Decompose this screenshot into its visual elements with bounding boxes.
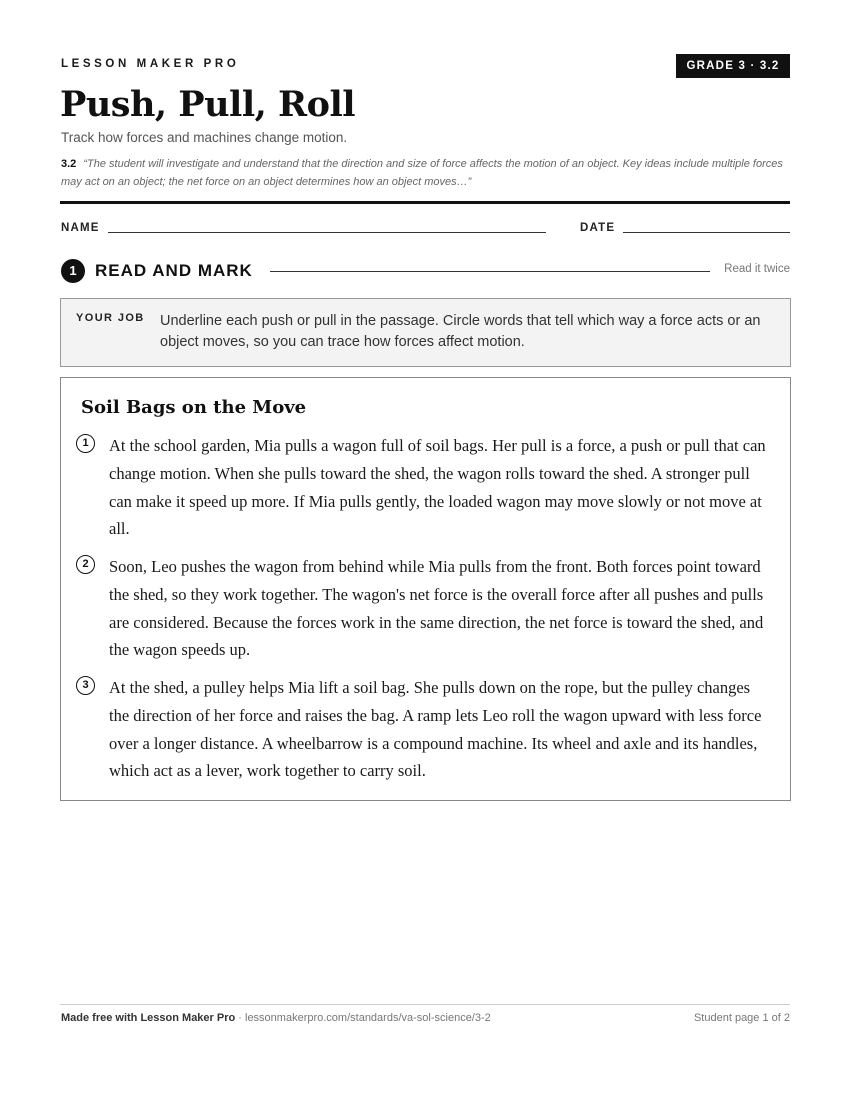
paragraph-2 xyxy=(76,553,776,663)
section-hint: Read it twice xyxy=(724,263,790,275)
footer-url[interactable]: · lessonmakerpro.com/standards/va-sol-science/3-2 xyxy=(235,1012,491,1024)
worksheet-subtitle: Track how forces and machines change motion. xyxy=(61,130,348,145)
standard-code: 3.2 xyxy=(61,158,77,170)
reading-passage xyxy=(60,377,791,801)
section-divider xyxy=(270,271,710,272)
header-divider xyxy=(60,201,790,204)
paragraph-text: At the shed, a pulley helps Mia lift a soil bag. She pulls down on the rope, but the pulley changes the direction of her force and raises the bag. A ramp lets Leo roll the wagon upward with less force over a longer distance. A wheelbarrow is a compound machine. Its wheel and axle and its handles, which act as a lever, work together to carry soil. xyxy=(109,678,762,781)
paragraph-number: 3 xyxy=(76,676,95,695)
date-field[interactable] xyxy=(623,232,790,233)
paragraph-3 xyxy=(76,674,776,784)
your-job-label: YOUR JOB xyxy=(76,312,145,324)
grade-badge: GRADE 3 · 3.2 xyxy=(676,54,790,78)
brand-name: LESSON MAKER PRO xyxy=(61,58,240,70)
paragraph-text: Soon, Leo pushes the wagon from behind while Mia pulls from the front. Both forces point toward the shed, so they work together. The wagon's net force is the overall force after all pushes and pulls are considered. Because the forces work in the same direction, the net force is toward the shed, and the wagon speeds up. xyxy=(109,557,764,660)
footer-credit xyxy=(61,1012,491,1024)
paragraph-1 xyxy=(76,432,776,542)
your-job-box xyxy=(60,298,791,367)
worksheet-title: Push, Pull, Roll xyxy=(60,84,356,125)
name-field[interactable] xyxy=(108,232,546,233)
name-label: NAME xyxy=(61,222,100,234)
paragraph-number: 2 xyxy=(76,555,95,574)
passage-title: Soil Bags on the Move xyxy=(81,397,307,418)
section-title: READ AND MARK xyxy=(95,261,253,280)
footer-divider xyxy=(60,1004,790,1005)
standard-description xyxy=(61,156,796,191)
footer-made-with: Made free with Lesson Maker Pro xyxy=(61,1012,236,1024)
date-label: DATE xyxy=(580,222,616,234)
footer-page-number: Student page 1 of 2 xyxy=(693,1012,790,1024)
paragraph-text: At the school garden, Mia pulls a wagon full of soil bags. Her pull is a force, a push or pull that can change motion. When she pulls toward the shed, the wagon rolls toward the shed. A stronger pull can make it speed up more. If Mia pulls gently, the loaded wagon may move slowly or not move at all. xyxy=(109,436,766,539)
your-job-text: Underline each push or pull in the passage. Circle words that tell which way a force acts or an object moves, so you can trace how forces affect motion. xyxy=(160,313,761,350)
paragraph-number: 1 xyxy=(76,434,95,453)
section-number: 1 xyxy=(61,259,85,283)
standard-text: “The student will investigate and understand that the direction and size of force affects the motion of an object. Key ideas include multiple forces may act on an object; the net force on an object determines how an object moves…” xyxy=(61,158,783,188)
